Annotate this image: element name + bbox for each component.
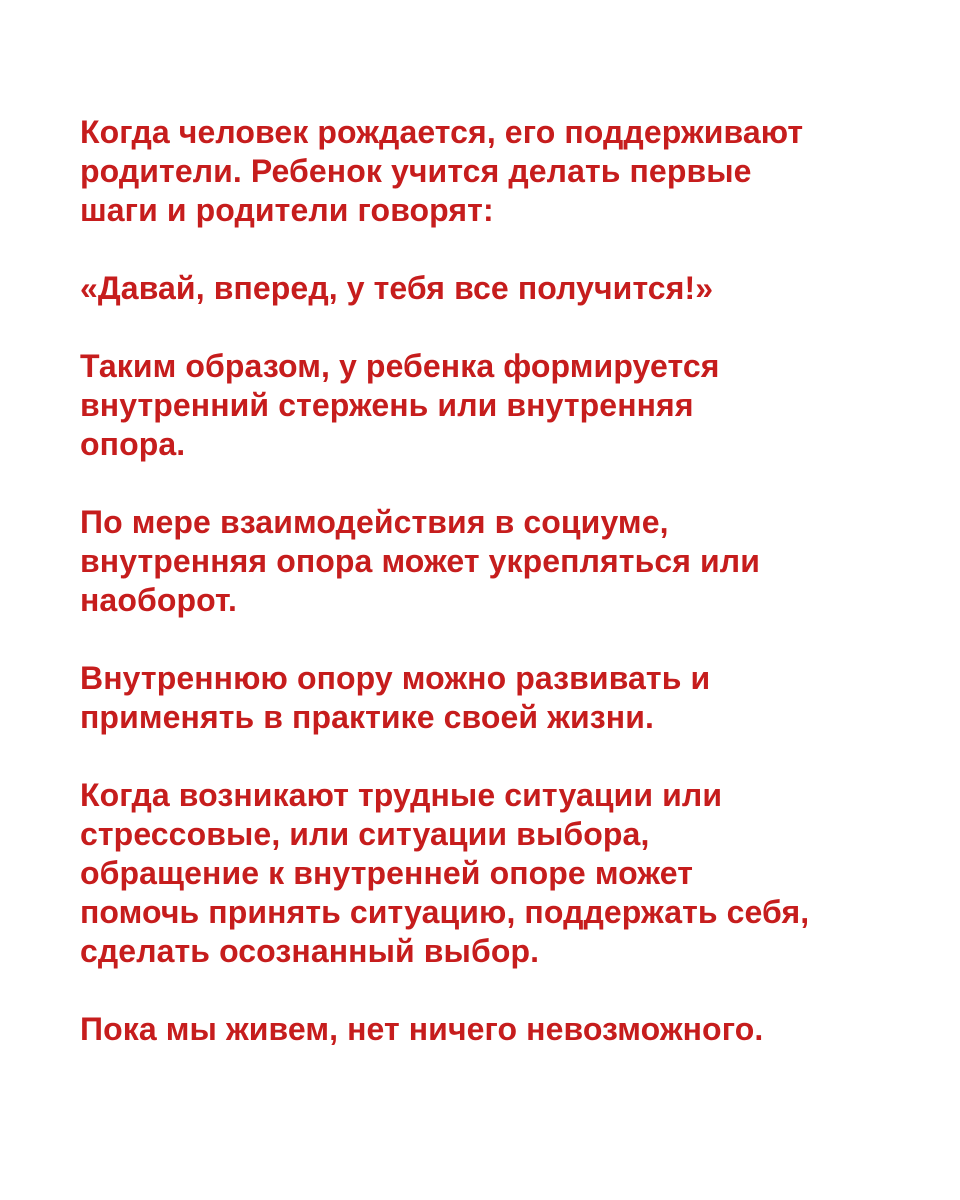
text-line: родители. Ребенок учится делать первые xyxy=(80,153,752,189)
text-line: Когда возникают трудные ситуации или xyxy=(80,777,723,813)
text-line: Когда человек рождается, его поддерживают xyxy=(80,114,804,150)
text-line: опора. xyxy=(80,426,186,462)
text-line: помочь принять ситуацию, поддержать себя, xyxy=(80,894,810,930)
paragraph-develop xyxy=(80,659,900,737)
text-line: стрессовые, или ситуации выбора, xyxy=(80,816,650,852)
text-line: Пока мы живем, нет ничего невозможного. xyxy=(80,1011,764,1047)
text-line: По мере взаимодействия в социуме, xyxy=(80,504,669,540)
paragraph-spacer xyxy=(80,230,900,269)
text-line: «Давай, вперед, у тебя все получится!» xyxy=(80,270,714,306)
text-line: наоборот. xyxy=(80,582,237,618)
paragraph-inner-core xyxy=(80,347,900,464)
paragraph-spacer xyxy=(80,620,900,659)
text-line: внутренний стержень или внутренняя xyxy=(80,387,694,423)
paragraph-spacer xyxy=(80,464,900,503)
text-line: шаги и родители говорят: xyxy=(80,192,494,228)
paragraph-closing xyxy=(80,1010,900,1049)
text-line: Таким образом, у ребенка формируется xyxy=(80,348,720,384)
paragraph-spacer xyxy=(80,737,900,776)
paragraph-difficult-situations xyxy=(80,776,900,971)
text-line: внутренняя опора может укрепляться или xyxy=(80,543,760,579)
text-line: применять в практике своей жизни. xyxy=(80,699,654,735)
paragraph-spacer xyxy=(80,308,900,347)
paragraph-society xyxy=(80,503,900,620)
paragraph-birth-support xyxy=(80,113,900,230)
paragraph-spacer xyxy=(80,971,900,1010)
text-line: сделать осознанный выбор. xyxy=(80,933,540,969)
text-line: Внутреннюю опору можно развивать и xyxy=(80,660,711,696)
paragraph-quote xyxy=(80,269,900,308)
text-line: обращение к внутренней опоре может xyxy=(80,855,694,891)
